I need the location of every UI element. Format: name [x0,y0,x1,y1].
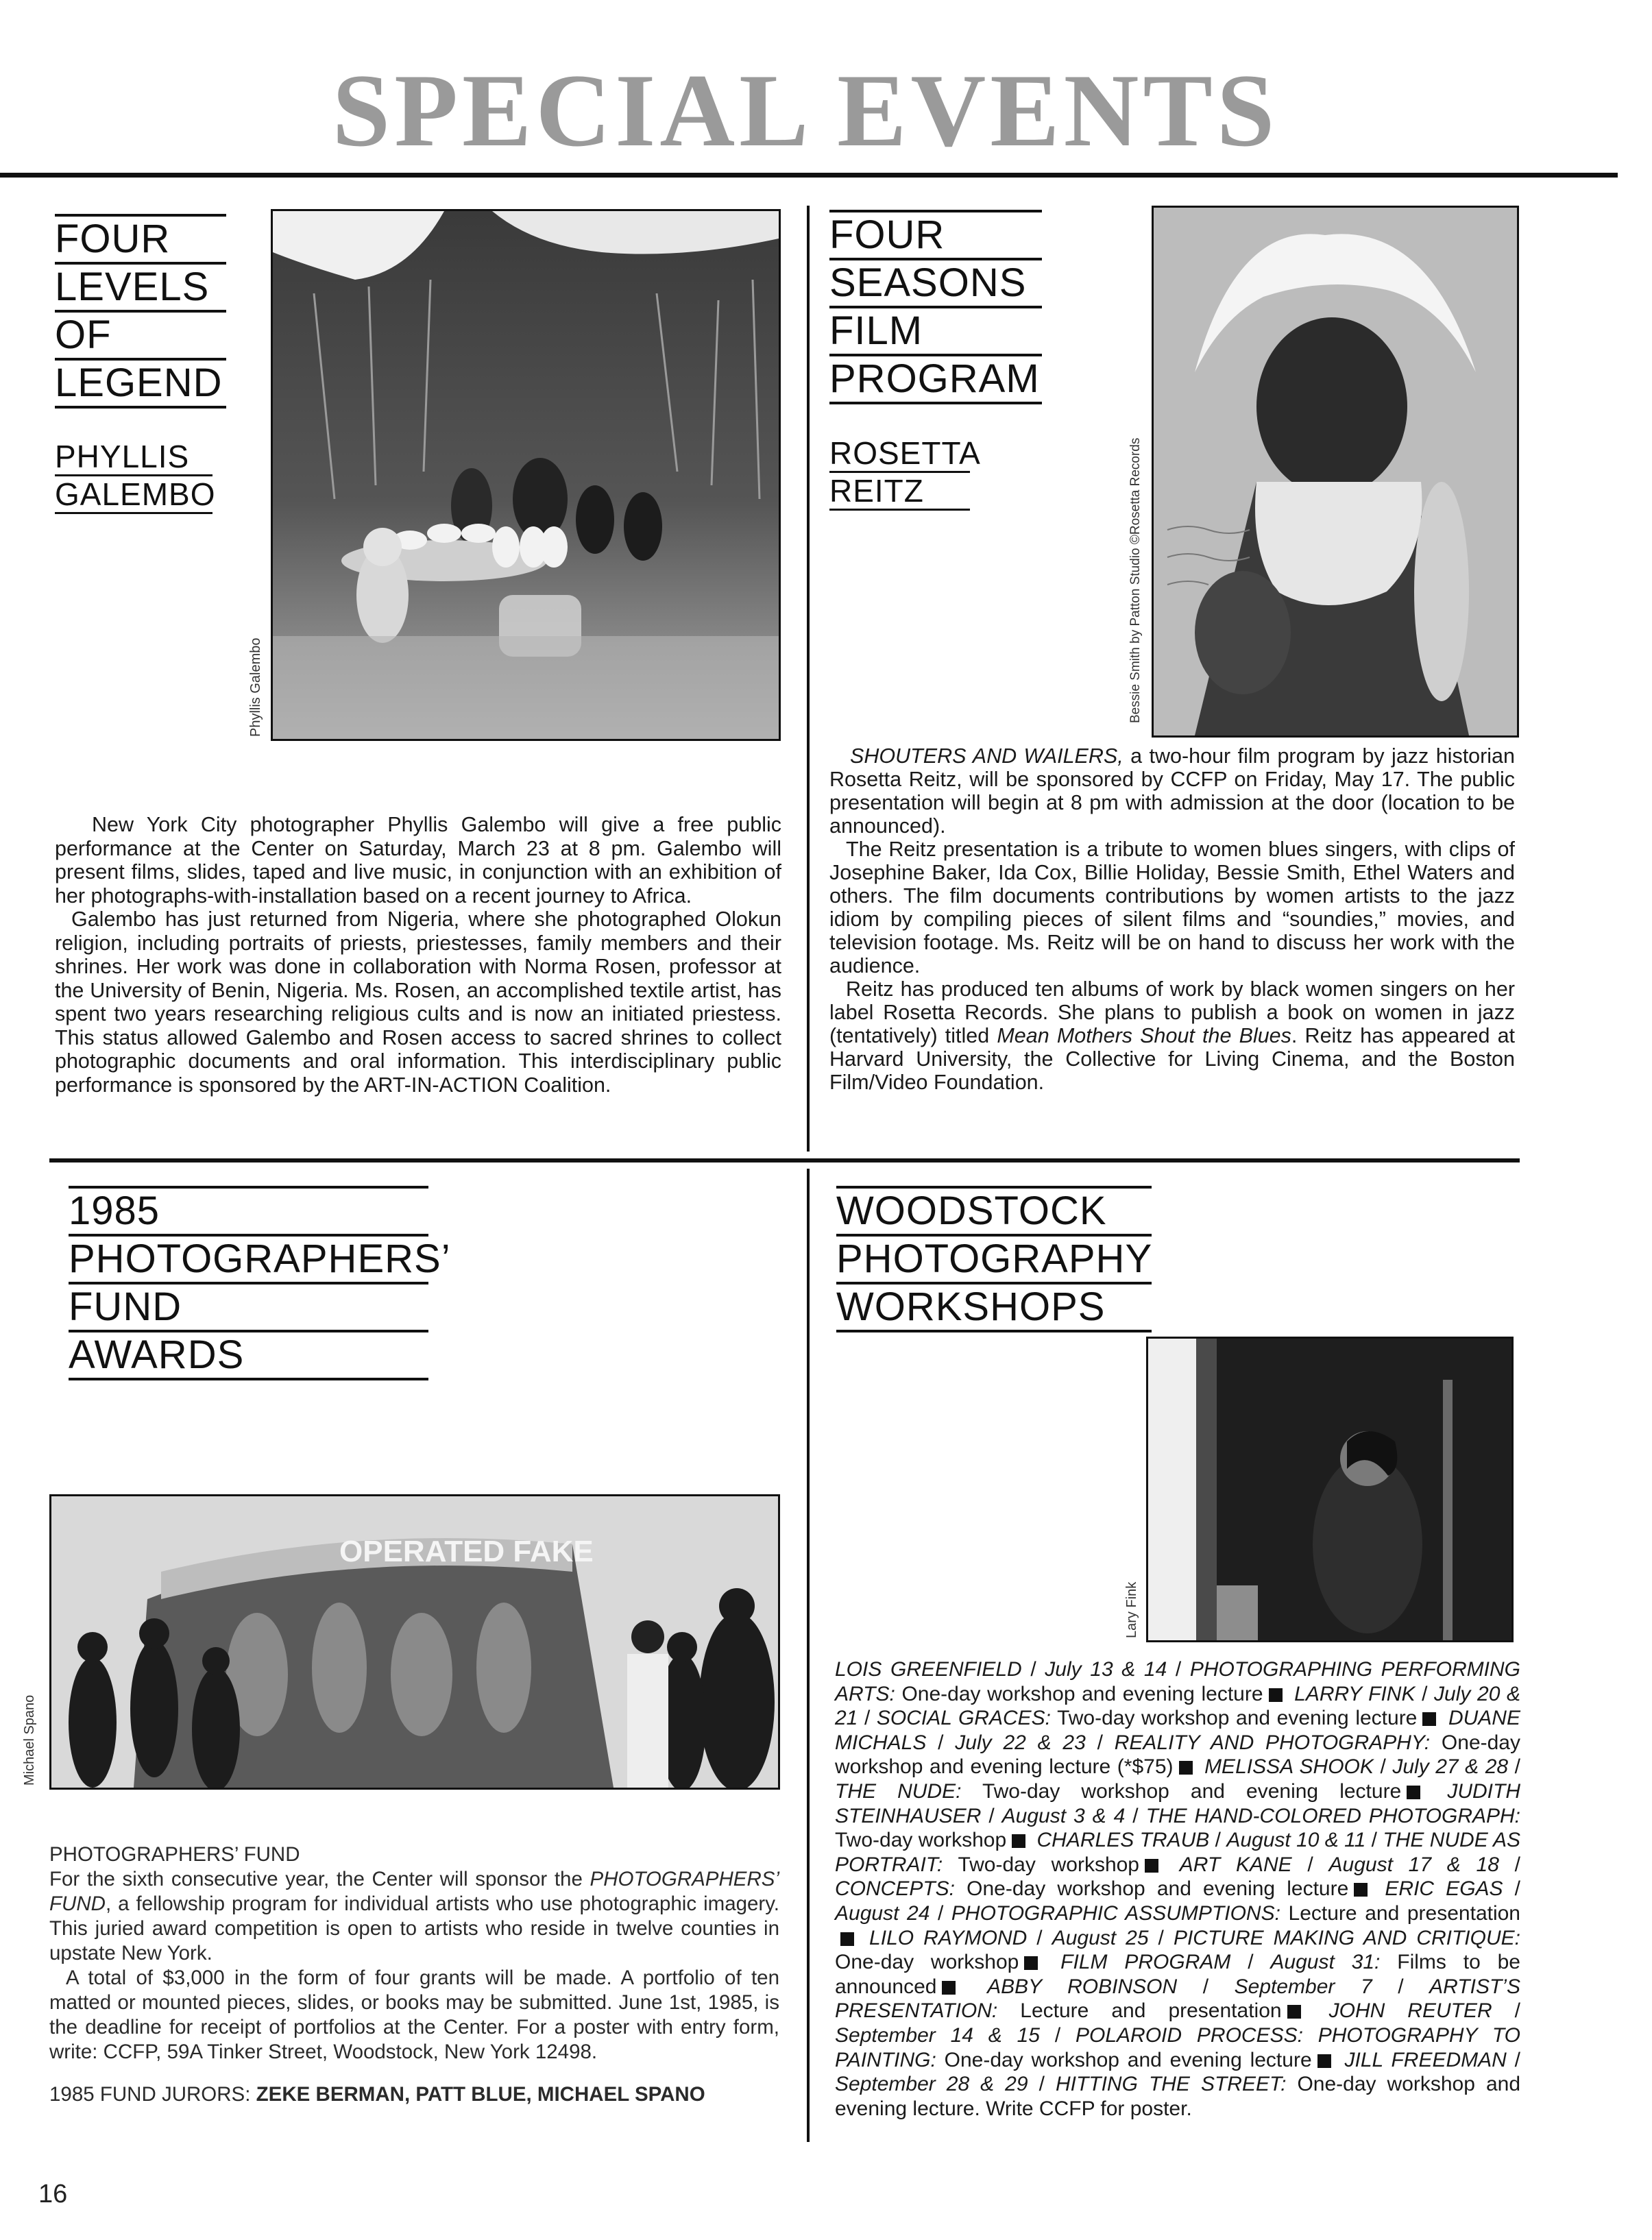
bullet-square [1269,1688,1283,1702]
workshop-date: August 31: [1270,1951,1381,1974]
bullet-square [942,1981,956,1995]
title-rule [0,173,1618,178]
byline-line: GALEMBO [55,476,212,514]
workshop-entry: FILM PROGRAM / August 31: Films to be announced [835,1951,1520,1998]
paragraph-text: . Reitz has appeared at Harvard University, the Collective for Living Cinema, and the Boston Film/Video Foundation. [829,1024,1516,1094]
instructor: JOHN REUTER [1328,1999,1492,2023]
bullet-square [1179,1761,1193,1775]
workshop-entry: JUDITH STEINHAUSER / August 3 & 4 / THE HAND-COLORED PHOTOGRAPH: Two-day workshop [835,1779,1520,1852]
headline-fund-awards [69,1186,451,1380]
shrine-illustration [273,211,779,739]
workshop-entry: LILO RAYMOND / August 25 / PICTURE MAKING AND CRITIQUE: One-day workshop [835,1926,1520,1974]
headline-line: AWARDS [69,1332,428,1380]
headline-line: FUND [69,1285,428,1332]
workshop-desc: One-day workshop and evening lecture [967,1877,1349,1901]
instructor: LILO RAYMOND [869,1926,1028,1949]
paragraph-text: For the sixth consecutive year, the Center will sponsor the [49,1868,590,1890]
workshop-entry: JILL FREEDMAN / September 28 & 29 / HITTING THE STREET: One-day workshop and evening lecture. Write CCFP for poster. [835,2048,1520,2120]
workshop-title: THE NUDE: [835,1779,962,1803]
paragraph: New York City photographer Phyllis Galembo will give a free public performance at the Center on Saturday, March 23 at 8 pm. Galembo will present films, slides, taped and live music, in conjunction with an exhibition of her photographs-with-installation based on a recent journey to Africa. [55,813,781,908]
jurors-label: 1985 FUND JURORS: [49,2083,251,2106]
workshop-date: July 20 & 21 [835,1682,1520,1730]
workshop-date: July 22 & 23 [955,1731,1086,1754]
photo-bessie-smith [1152,206,1519,738]
byline-line: PHYLLIS [55,439,212,476]
photo-monument [49,1494,780,1790]
bullet-square [1354,1883,1368,1897]
workshop-desc: Two-day workshop and evening lecture [1057,1707,1418,1730]
workshop-date: July 13 & 14 [1045,1658,1167,1681]
bullet-square [1317,2054,1331,2068]
byline-reitz [829,435,981,511]
photo-shrine [271,209,781,741]
bessie-smith-portrait [1154,208,1517,735]
workshop-entry: ABBY ROBINSON / September 7 / ARTIST’S PRESENTATION: Lecture and presentation [835,1975,1520,2023]
book-title: Mean Mothers Shout the Blues [997,1024,1291,1047]
article-text-galembo [55,813,781,1097]
instructor: JILL FREEDMAN [1344,2048,1507,2071]
photo-credit-bessie-smith: Bessie Smith by Patton Studio ©Rosetta Records [1128,437,1143,723]
instructor: MELISSA SHOOK [1204,1755,1374,1779]
workshop-desc: One-day workshop and evening lecture. Write CCFP for poster. [835,2073,1520,2120]
photo-credit-spano: Michael Spano [22,1694,37,1786]
workshop-entry: LARRY FINK / July 20 & 21 / SOCIAL GRACES: Two-day workshop and evening lecture [835,1682,1520,1730]
workshop-date: August 17 & 18 [1328,1853,1499,1876]
bullet-square [1422,1712,1436,1726]
workshop-entry: LOIS GREENFIELD / July 13 & 14 / PHOTOGRAPHING PERFORMING ARTS: One-day workshop and evening lecture [835,1658,1520,1705]
bullet-square [1287,2005,1301,2019]
workshop-entry: ERIC EGAS / August 24 / PHOTOGRAPHIC ASSUMPTIONS: Lecture and presentation [835,1877,1520,1925]
workshop-entry: JOHN REUTER / September 14 & 15 / POLAROID PROCESS: PHOTOGRAPHY TO PAINTING: One-day workshop and evening lecture [835,1999,1521,2071]
article-text-reitz [829,744,1515,1094]
column-divider-top [807,206,810,1152]
byline-line: REITZ [829,473,970,511]
workshop-title: HITTING THE STREET: [1055,2073,1287,2096]
jurors-names: ZEKE BERMAN, PATT BLUE, MICHAEL SPANO [256,2083,705,2106]
instructor: JUDITH STEINHAUSER [835,1779,1520,1827]
section-label: PHOTOGRAPHERS’ FUND [49,1843,300,1866]
bullet-square [1024,1956,1038,1970]
headline-line: PHOTOGRAPHY [836,1237,1152,1285]
workshop-title: PHOTOGRAPHING PERFORMING ARTS: [835,1658,1520,1705]
workshop-title: PHOTOGRAPHIC ASSUMPTIONS: [951,1901,1280,1925]
workshop-desc: Two-day workshop [835,1829,1007,1852]
workshop-date: August 24 [835,1901,930,1925]
workshop-illustration [1148,1339,1511,1640]
workshop-date: August 3 & 4 [1001,1804,1126,1827]
paragraph: The Reitz presentation is a tribute to women blues singers, with clips of Josephine Baker, Ida Cox, Billie Holiday, Bessie Smith, Ethel Waters and others. The film documents contributions by women artists to the jazz idiom by compiling pieces of silent films and “soundies,” movies, and television footage. Ms. Reitz will be on hand to discuss her work with the audience. [829,838,1515,977]
workshop-title: PICTURE MAKING AND CRITIQUE: [1173,1926,1520,1949]
column-divider-bottom [807,1169,810,2142]
bullet-square [840,1932,854,1946]
photo-credit-fink: Lary Fink [1124,1581,1139,1638]
headline-line: 1985 [69,1186,428,1237]
program-title: PHOTOGRAPHERS’ FUND [49,1868,779,1915]
workshop-desc: Lecture and presentation [1020,1999,1282,2023]
workshop-date: August 25 [1052,1926,1149,1949]
bullet-square [1012,1834,1025,1848]
paragraph [49,1867,779,1966]
instructor: ERIC EGAS [1385,1877,1503,1901]
paragraph: A total of $3,000 in the form of four grants will be made. A portfolio of ten matted or mounted pieces, slides, or books may be submitted. June 1st, 1985, is the deadline for receipt of portfolios at the Center. For a poster with entry form, write: CCFP, 59A Tinker Street, Woodstock, New York 12498. [49,1967,779,2063]
workshop-desc: Two-day workshop [958,1853,1139,1876]
page-number: 16 [38,2180,68,2208]
workshop-date: August 10 & 11 [1226,1829,1366,1852]
instructor: CHARLES TRAUB [1036,1829,1210,1852]
photo-credit-galembo: Phyllis Galembo [248,637,263,737]
headline-four-levels [55,214,226,409]
paragraph-text: , a fellowship program for individual artists who use photographic imagery. This juried award competition is open to artists who reside in twelve counties in upstate New York. [49,1892,779,1964]
workshop-title: THE HAND-COLORED PHOTOGRAPH: [1145,1804,1520,1827]
headline-line: PHOTOGRAPHERS’ [69,1237,428,1285]
paragraph-text: Reitz has produced ten albums of work by black women singers on her label Rosetta Records. She plans to publish a book on women in jazz (tentatively) titled [829,977,1515,1047]
headline-line: FOUR [829,210,1042,260]
workshop-entry: MELISSA SHOOK / July 27 & 28 / THE NUDE: Two-day workshop and evening lecture [835,1755,1520,1803]
bullet-square [1145,1859,1158,1873]
headline-line: WORKSHOPS [836,1285,1152,1332]
headline-line: WOODSTOCK [836,1186,1152,1237]
headline-line: FOUR [55,214,226,265]
graffiti-text: OPERATED FAKE [339,1535,594,1568]
workshop-date: July 27 & 28 [1392,1755,1509,1779]
article-text-fund [49,1842,779,2107]
jurors-line [49,2082,779,2107]
page-title: SPECIAL EVENTS [332,53,1279,168]
byline-galembo [55,439,216,514]
headline-line: SEASONS [829,260,1042,308]
film-title: SHOUTERS AND WAILERS, [850,744,1123,768]
workshop-title: THE NUDE AS PORTRAIT: [835,1829,1521,1876]
instructor: LARRY FINK [1294,1682,1416,1705]
instructor: FILM PROGRAM [1060,1951,1231,1974]
workshop-desc: One-day workshop and evening lecture [901,1682,1263,1705]
workshop-title: REALITY AND PHOTOGRAPHY: [1114,1731,1431,1754]
workshop-desc: Two-day workshop and evening lecture [982,1779,1402,1803]
headline-line: LEVELS [55,265,226,313]
monument-illustration [51,1496,778,1788]
instructor: LOIS GREENFIELD [835,1658,1022,1681]
instructor: DUANE MICHALS [835,1707,1520,1754]
section-divider [49,1158,1520,1162]
workshop-entry: CHARLES TRAUB / August 10 & 11 / THE NUDE AS PORTRAIT: Two-day workshop [835,1829,1521,1876]
headline-line: FILM [829,308,1042,356]
paragraph [829,977,1515,1094]
workshop-title: POLAROID PROCESS: PHOTOGRAPHY TO PAINTING: [835,2023,1520,2071]
workshop-title: SOCIAL GRACES: [876,1707,1052,1730]
workshop-entry: ART KANE / August 17 & 18 / CONCEPTS: One-day workshop and evening lecture [835,1853,1521,1901]
workshop-title: ARTIST’S PRESENTATION: [835,1975,1520,2023]
headline-woodstock [836,1186,1152,1332]
headline-line: PROGRAM [829,356,1042,404]
workshop-desc: Films to be announced [835,1951,1520,1998]
workshop-desc: Lecture and presentation [1288,1901,1520,1925]
workshop-date: September 14 & 15 [835,2023,1040,2047]
instructor: ART KANE [1179,1853,1292,1876]
bullet-square [1407,1786,1420,1799]
headline-line: LEGEND [55,361,226,409]
photo-woodstock [1146,1337,1514,1642]
workshop-desc: One-day workshop and evening lecture (*$75) [835,1731,1520,1779]
workshop-date: September 28 & 29 [835,2073,1028,2096]
workshop-title: CONCEPTS: [835,1877,956,1901]
workshop-entry: DUANE MICHALS / July 22 & 23 / REALITY AND PHOTOGRAPHY: One-day workshop and evening lecture (*$75) [835,1707,1520,1779]
instructor: ABBY ROBINSON [987,1975,1178,1998]
headline-line: OF [55,313,226,361]
paragraph [829,744,1515,838]
workshop-date: September 7 [1234,1975,1372,1998]
workshop-desc: One-day workshop and evening lecture [944,2048,1312,2071]
workshop-list [835,1657,1520,2121]
headline-four-seasons [829,210,1042,404]
byline-line: ROSETTA [829,435,970,473]
paragraph: Galembo has just returned from Nigeria, where she photographed Olokun religion, including portraits of priests, priestesses, family members and their shrines. Her work was done in collaboration with Norma Rosen, professor at the University of Benin, Nigeria. Ms. Rosen, an accomplished textile artist, has spent two years researching religious cults and is now an initiated priestess. This status allowed Galembo and Rosen access to sacred shrines to collect photographic documents and oral information. This interdisciplinary public performance is sponsored by the ART-IN-ACTION Coalition. [55,908,781,1097]
workshop-desc: One-day workshop [835,1951,1019,1974]
paragraph-text: a two-hour film program by jazz historian Rosetta Reitz, will be sponsored by CCFP on Friday, May 17. The public presentation will begin at 8 pm with admission at the door (location to be announced). [829,744,1515,838]
